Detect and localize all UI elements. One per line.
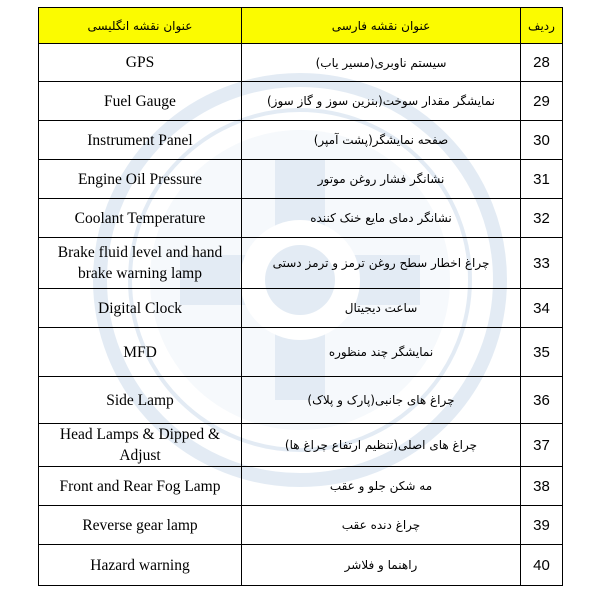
persian-title-cell: صفحه نمایشگر(پشت آمپر) (242, 121, 521, 160)
row-number-cell: 40 (521, 545, 563, 586)
persian-title-cell: نشانگر فشار روغن موتور (242, 160, 521, 199)
english-title-cell: Hazard warning (39, 545, 242, 586)
row-number-cell: 31 (521, 160, 563, 199)
table-row (39, 82, 563, 121)
table-row (39, 377, 563, 424)
maps-table (38, 7, 563, 586)
english-title-cell: Instrument Panel (39, 121, 242, 160)
row-number-cell: 37 (521, 424, 563, 467)
row-number-cell: 32 (521, 199, 563, 238)
english-title-cell: Front and Rear Fog Lamp (39, 467, 242, 506)
english-title-cell: MFD (39, 328, 242, 377)
persian-title-cell: مه شکن جلو و عقب (242, 467, 521, 506)
row-number-cell: 36 (521, 377, 563, 424)
table-row (39, 160, 563, 199)
persian-title-cell: ساعت دیجیتال (242, 289, 521, 328)
persian-title-cell: سیستم ناوبری(مسیر یاب) (242, 44, 521, 82)
header-persian-title: عنوان نقشه فارسی (242, 8, 521, 44)
persian-title-cell: چراغ اخطار سطح روغن ترمز و ترمز دستی (242, 238, 521, 289)
persian-title-cell: نمایشگر چند منظوره (242, 328, 521, 377)
persian-title-cell: نمایشگر مقدار سوخت(بنزین سوز و گاز سوز) (242, 82, 521, 121)
table-row (39, 121, 563, 160)
row-number-cell: 30 (521, 121, 563, 160)
english-title-cell: Engine Oil Pressure (39, 160, 242, 199)
row-number-cell: 33 (521, 238, 563, 289)
table-header-row (39, 8, 563, 44)
table-row (39, 424, 563, 467)
table-row (39, 44, 563, 82)
english-title-cell: Fuel Gauge (39, 82, 242, 121)
english-title-cell: Coolant Temperature (39, 199, 242, 238)
persian-title-cell: چراغ های اصلی(تنظیم ارتفاع چراغ ها) (242, 424, 521, 467)
english-title-cell: GPS (39, 44, 242, 82)
row-number-cell: 29 (521, 82, 563, 121)
row-number-cell: 28 (521, 44, 563, 82)
english-title-cell: Reverse gear lamp (39, 506, 242, 545)
table-row (39, 289, 563, 328)
row-number-cell: 39 (521, 506, 563, 545)
english-title-cell: Head Lamps & Dipped & Adjust (39, 424, 242, 467)
header-english-title: عنوان نقشه انگلیسی (39, 8, 242, 44)
row-number-cell: 35 (521, 328, 563, 377)
english-title-cell: Digital Clock (39, 289, 242, 328)
table-row (39, 545, 563, 586)
persian-title-cell: چراغ های جانبی(پارک و پلاک) (242, 377, 521, 424)
table-row (39, 199, 563, 238)
row-number-cell: 34 (521, 289, 563, 328)
persian-title-cell: نشانگر دمای مایع خنک کننده (242, 199, 521, 238)
table-row (39, 328, 563, 377)
table-row (39, 506, 563, 545)
table-row (39, 238, 563, 289)
english-title-cell: Brake fluid level and hand brake warning lamp (39, 238, 242, 289)
persian-title-cell: راهنما و فلاشر (242, 545, 521, 586)
header-row-number: ردیف (521, 8, 563, 44)
english-title-cell: Side Lamp (39, 377, 242, 424)
table-row (39, 467, 563, 506)
persian-title-cell: چراغ دنده عقب (242, 506, 521, 545)
row-number-cell: 38 (521, 467, 563, 506)
